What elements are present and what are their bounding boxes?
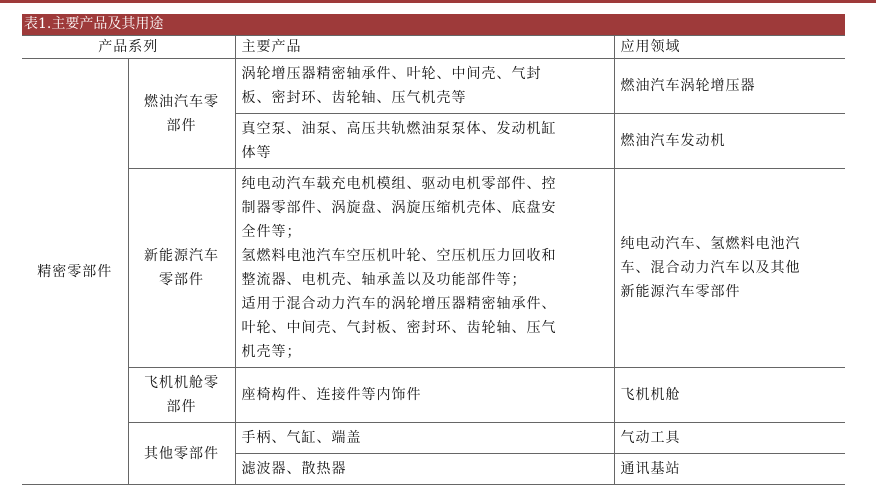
products-cell: 手柄、气缸、端盖	[235, 423, 614, 454]
application-cell: 燃油汽车涡轮增压器	[614, 59, 845, 114]
application-cell: 纯电动汽车、氢燃料电池汽 车、混合动力汽车以及其他 新能源汽车零部件	[614, 169, 845, 368]
group-name-cell: 新能源汽车 零部件	[128, 169, 235, 368]
group-name-cell: 飞机机舱零 部件	[128, 368, 235, 423]
table-row	[22, 59, 845, 114]
header-products: 主要产品	[235, 36, 614, 59]
products-cell: 纯电动汽车载充电机模组、驱动电机零部件、控 制器零部件、涡旋盘、涡旋压缩机壳体、底盘安 全件等； 氢燃料电池汽车空压机叶轮、空压机压力回收和 整流器、电机壳、轴承盖以及功能部件等； 适用于混合动力汽车的涡轮增压器精密轴承件、 叶轮、中间壳、气封板、密封环、齿轮轴、压气 机壳等；	[235, 169, 614, 368]
application-cell: 飞机机舱	[614, 368, 845, 423]
group-name-cell: 燃油汽车零 部件	[128, 59, 235, 169]
table-header-row	[22, 36, 845, 59]
header-series: 产品系列	[22, 36, 235, 59]
application-cell: 通讯基站	[614, 454, 845, 485]
table-row	[22, 169, 845, 368]
table-row	[22, 423, 845, 454]
table-title: 表1.主要产品及其用途	[22, 14, 845, 35]
application-cell: 燃油汽车发动机	[614, 114, 845, 169]
group-name-cell: 其他零部件	[128, 423, 235, 485]
top-accent-rule	[0, 0, 876, 3]
application-cell: 气动工具	[614, 423, 845, 454]
header-application: 应用领域	[614, 36, 845, 59]
products-cell: 座椅构件、连接件等内饰件	[235, 368, 614, 423]
products-cell: 滤波器、散热器	[235, 454, 614, 485]
category-cell: 精密零部件	[22, 59, 128, 485]
product-table	[22, 35, 845, 485]
table-row	[22, 368, 845, 423]
products-cell: 真空泵、油泵、高压共轨燃油泵泵体、发动机缸 体等	[235, 114, 614, 169]
products-cell: 涡轮增压器精密轴承件、叶轮、中间壳、气封 板、密封环、齿轮轴、压气机壳等	[235, 59, 614, 114]
